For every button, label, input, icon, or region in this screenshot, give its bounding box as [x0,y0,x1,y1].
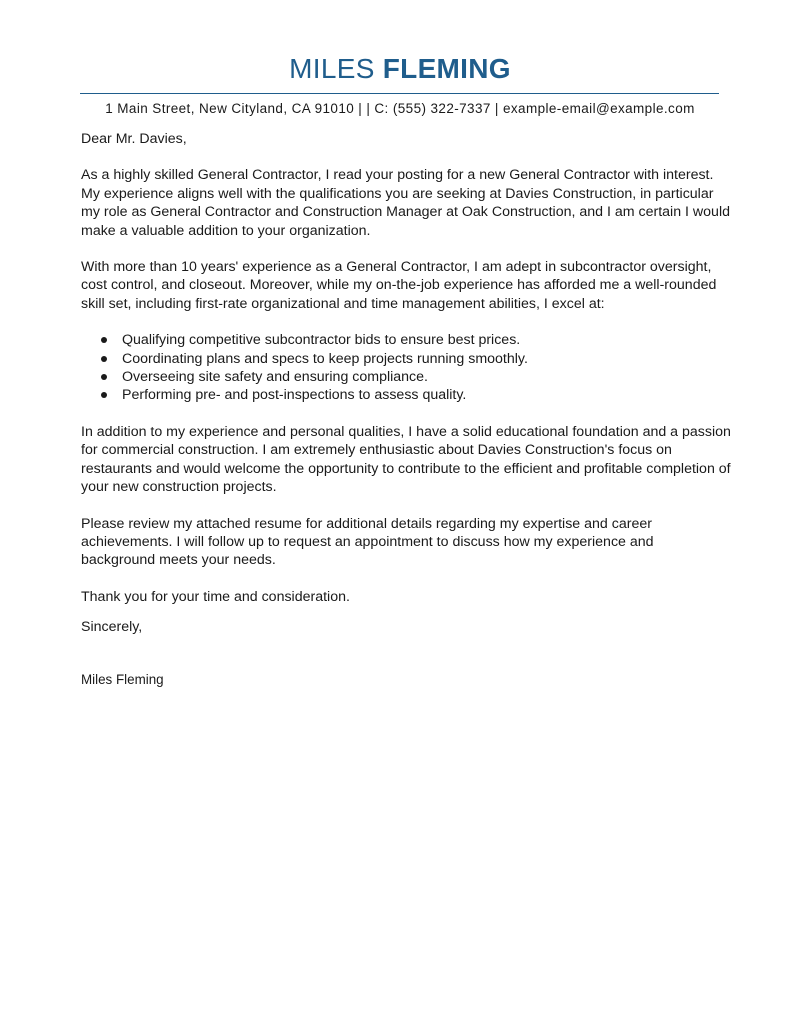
signature-name: Miles Fleming [81,671,164,687]
list-item [81,350,731,368]
skills-list [81,331,731,405]
list-item-text: Qualifying competitive subcontractor bids to ensure best prices. [122,332,521,349]
salutation: Dear Mr. Davies, [81,131,187,147]
paragraph-experience: With more than 10 years' experience as a General Contractor, I am adept in subcontractor oversight, cost control, and closeout. Moreover, while my on-the-job experience has afforded me a well-rounded skill set, including first-rate organizational and time management abilities, I excel at: [81,259,717,312]
closing-line: Thank you for your time and consideration. [81,588,350,605]
list-item [81,386,731,404]
list-item [81,331,731,349]
header-name [0,52,800,86]
first-name: MILES [289,53,375,84]
bullet-icon [101,356,107,362]
contact-info: 1 Main Street, New Cityland, CA 91010 | | C: (555) 322-7337 | example-email@example.com [105,101,695,116]
bullet-icon [101,392,107,398]
paragraph-followup: Please review my attached resume for additional details regarding my expertise and career achievements. I will follow up to request an appointment to discuss how my experience and background meets your needs. [81,515,654,569]
signoff: Sincerely, [81,619,143,636]
header-divider [80,93,719,94]
paragraph-education: In addition to my experience and personal qualities, I have a solid educational foundation and a passion for commercial construction. I am extremely enthusiastic about Davies Construction's focus on restaurants and would welcome the opportunity to contribute to the efficient and profitable completion of your new construction projects. [81,423,731,496]
bullet-icon [101,337,107,343]
bullet-icon [101,374,107,380]
list-item-text: Overseeing site safety and ensuring compliance. [122,369,428,386]
last-name: FLEMING [382,53,511,84]
paragraph-intro: As a highly skilled General Contractor, I read your posting for a new General Contractor with interest. My experience aligns well with the qualifications you are seeking at Davies Construction, in particular my role as General Contractor and Construction Manager at Oak Construction, and I am certain I would make a valuable addition to your organization. [81,167,730,239]
list-item-text: Performing pre- and post-inspections to assess quality. [122,387,467,404]
list-item-text: Coordinating plans and specs to keep projects running smoothly. [122,350,528,367]
letter-body [81,130,731,689]
list-item [81,368,731,386]
